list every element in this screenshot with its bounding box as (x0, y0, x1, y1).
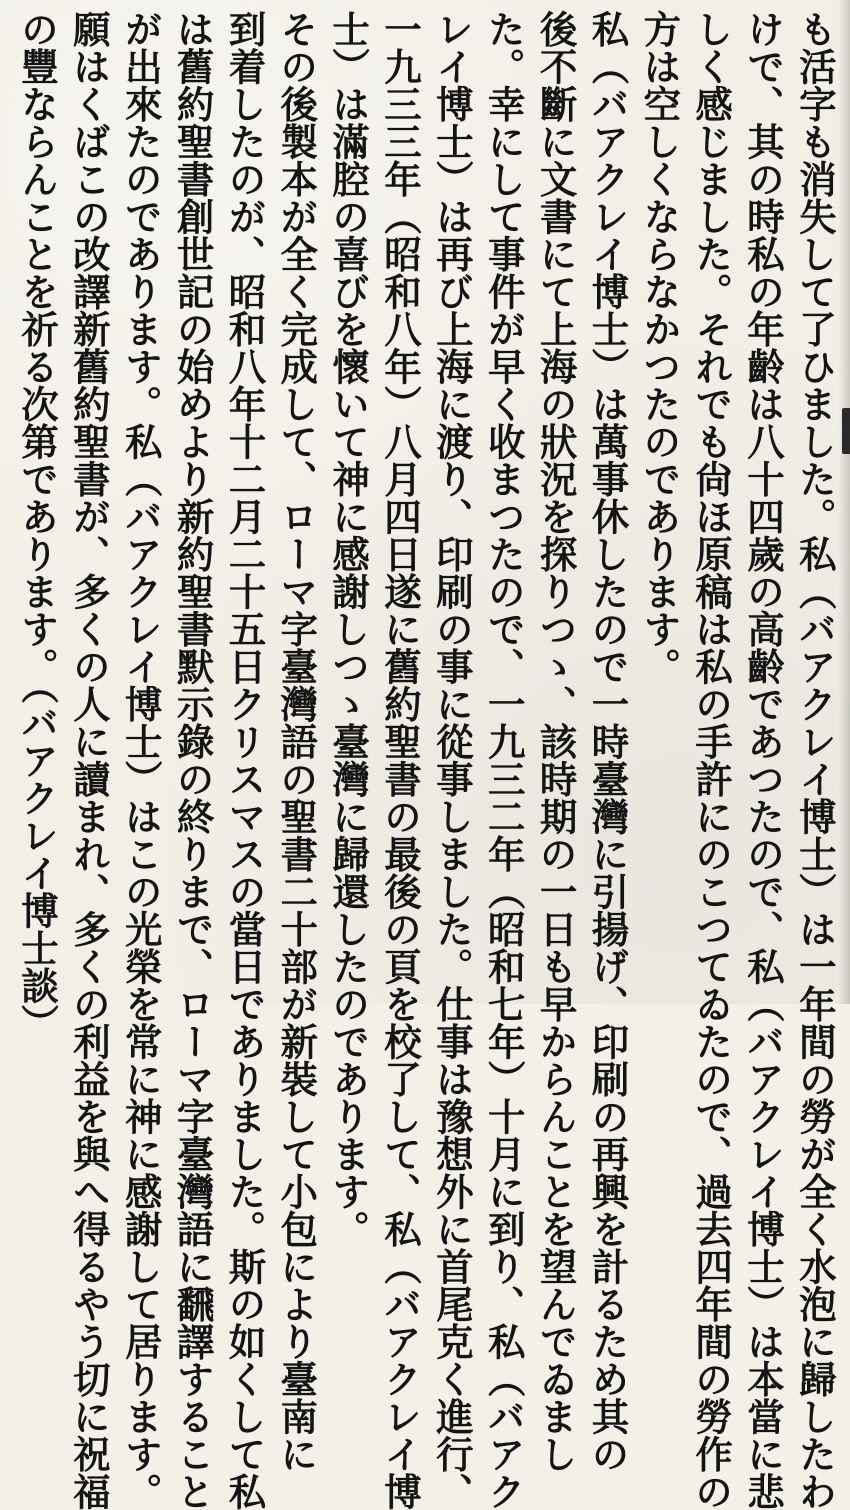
page-edge-mark (842, 408, 850, 454)
text-column-9: 一九三三年（昭和八年）八月四日遂に舊約聖書の最後の頁を校了して、私（バアクレイ博 (378, 10, 423, 1510)
text-column-14: が出來たのであります。私（バアクレイ博士）はこの光榮を常に神に感謝して居ります。 (118, 10, 163, 1510)
text-column-15: 願はくばこの改譯新舊約聖書が、多くの人に讀まれ、多くの利益を與へ得るやう切に祝福 (66, 10, 111, 1510)
text-column-12: 到着したのが、昭和八年十二月二十五日クリスマスの當日でありました。斯の如くして私 (222, 10, 267, 1510)
text-column-13: は舊約聖書創世記の始めより新約聖書默示錄の終りまで、ローマ字臺灣語に飜譯すること (170, 10, 215, 1510)
text-column-7: た。幸にして事件が早く收まつたので、一九三二年（昭和七年）十月に到り、私（バアク (481, 10, 526, 1510)
text-column-3: しく感じました。それでも尙ほ原稿は私の手許にのこつてゐたので、過去四年間の勞作の (689, 10, 734, 1510)
vertical-text-block (15, 10, 837, 1510)
text-column-16: の豐ならんことを祈る次第であります。（バアクレイ博士談） (15, 10, 59, 1042)
page-edge-shadow (838, 0, 850, 1004)
text-column-8: レイ博士）は再び上海に渡り、印刷の事に從事しました。仕事は豫想外に首尾克く進行、 (429, 10, 474, 1510)
text-column-11: その後製本が全く完成して、ローマ字臺灣語の聖書二十部が新裝して小包により臺南に (274, 10, 319, 1473)
text-column-1: も活字も消失して了ひました。私（バアクレイ博士）は一年間の勞が全く水泡に歸したわ (792, 10, 837, 1510)
text-column-2: けで、其の時私の年齡は八十四歲の高齡であつたので、私（バアクレイ博士）は本當に悲 (741, 10, 786, 1510)
text-column-5: 私（バアクレイ博士）は萬事休したので一時臺灣に引揚げ、印刷の再興を計るため其の (585, 10, 630, 1473)
text-column-4: 方は空しくならなかつたのであります。 (637, 10, 682, 685)
text-column-6: 後不斷に文書にて上海の狀況を探りつゝ、該時期の一日も早からんことを望んでゐまし (533, 10, 578, 1473)
text-column-10: 士）は滿腔の喜びを懷いて神に感謝しつゝ臺灣に歸還したのであります。 (326, 10, 371, 1248)
